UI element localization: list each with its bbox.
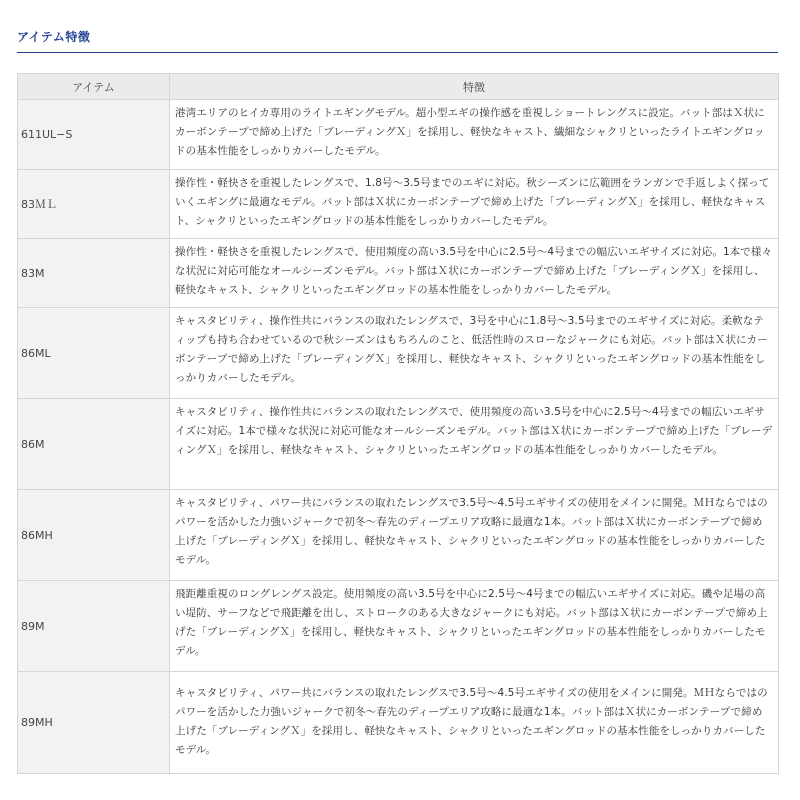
- item-feature: キャスタビリティ、パワー共にバランスの取れたレングスで3.5号〜4.5号エギサイズの使用をメインに開発。ＭＨならではのパワーを活かした力強いジャークで初冬〜春先のディープエリア攻略に最適な1本。バット部はＸ状にカーボンテープで締め上げた「ブレーディングＸ」を採用し、軽快なキャスト、シャクリといったエギングロッドの基本性能をしっかりカバーしたモデル。: [170, 672, 779, 774]
- item-feature: 操作性・軽快さを重視したレングスで、1.8号〜3.5号までのエギに対応。秋シーズンに広範囲をランガンで手返しよく探っていくエギングに最適なモデル。バット部はＸ状にカーボンテープで締め上げた「ブレーディングＸ」を採用し、軽快なキャスト、シャクリといったエギングロッドの基本性能をしっかりカバーしたモデル。: [170, 170, 779, 239]
- table-row: [18, 399, 779, 490]
- header-feature: 特徴: [170, 74, 779, 100]
- item-name: 83ＭＬ: [18, 170, 170, 239]
- item-name: 611UL−S: [18, 100, 170, 170]
- table-row: [18, 239, 779, 308]
- title-divider: [17, 52, 778, 53]
- table-header-row: [18, 74, 779, 100]
- header-item: アイテム: [18, 74, 170, 100]
- item-feature: 操作性・軽快さを重視したレングスで、使用頻度の高い3.5号を中心に2.5号〜4号までの幅広いエギサイズに対応。1本で様々な状況に対応可能なオールシーズンモデル。バット部はＸ状にカーボンテープで締め上げた「ブレーディングＸ」を採用し、軽快なキャスト、シャクリといったエギングロッドの基本性能をしっかりカバーしたモデル。: [170, 239, 779, 308]
- table-row: [18, 170, 779, 239]
- table-row: [18, 308, 779, 399]
- item-name: 86MH: [18, 490, 170, 581]
- item-name: 89M: [18, 581, 170, 672]
- item-feature: キャスタビリティ、操作性共にバランスの取れたレングスで、使用頻度の高い3.5号を中心に2.5号〜4号までの幅広いエギサイズに対応。1本で様々な状況に対応可能なオールシーズンモデル。バット部はＸ状にカーボンテープで締め上げた「ブレーディングＸ」を採用し、軽快なキャスト、シャクリといったエギングロッドの基本性能をしっかりカバーしたモデル。: [170, 399, 779, 490]
- table-row: [18, 581, 779, 672]
- item-feature: 飛距離重視のロングレングス設定。使用頻度の高い3.5号を中心に2.5号〜4号までの幅広いエギサイズに対応。磯や足場の高い堤防、サーフなどで飛距離を出し、ストロークのある大きなジャークにも対応。バット部はＸ状にカーボンテープで締め上げた「ブレーディングＸ」を採用し、軽快なキャスト、シャクリといったエギングロッドの基本性能をしっかりカバーしたモデル。: [170, 581, 779, 672]
- item-feature: キャスタビリティ、パワー共にバランスの取れたレングスで3.5号〜4.5号エギサイズの使用をメインに開発。ＭＨならではのパワーを活かした力強いジャークで初冬〜春先のディープエリア攻略に最適な1本。バット部はＸ状にカーボンテープで締め上げた「ブレーディングＸ」を採用し、軽快なキャスト、シャクリといったエギングロッドの基本性能をしっかりカバーしたモデル。: [170, 490, 779, 581]
- item-feature: 港湾エリアのヒイカ専用のライトエギングモデル。超小型エギの操作感を重視しショートレングスに設定。バット部はＸ状にカーボンテープで締め上げた「ブレーディングＸ」を採用し、軽快なキャスト、繊細なシャクリといったライトエギングロッドの基本性能をしっかりカバーしたモデル。: [170, 100, 779, 170]
- item-name: 83M: [18, 239, 170, 308]
- table-row: [18, 490, 779, 581]
- table-row: [18, 672, 779, 774]
- item-name: 89MH: [18, 672, 170, 774]
- table-row: [18, 100, 779, 170]
- item-features-table: [17, 73, 779, 774]
- item-name: 86ML: [18, 308, 170, 399]
- item-name: 86M: [18, 399, 170, 490]
- section-title: アイテム特徴: [17, 30, 91, 44]
- item-feature: キャスタビリティ、操作性共にバランスの取れたレングスで、3号を中心に1.8号〜3.5号までのエギサイズに対応。柔軟なティップも持ち合わせているので秋シーズンはもちろんのこと、低活性時のスローなジャークにも対応。バット部はＸ状にカーボンテープで締め上げた「ブレーディングＸ」を採用し、軽快なキャスト、シャクリといったエギングロッドの基本性能をしっかりカバーしたモデル。: [170, 308, 779, 399]
